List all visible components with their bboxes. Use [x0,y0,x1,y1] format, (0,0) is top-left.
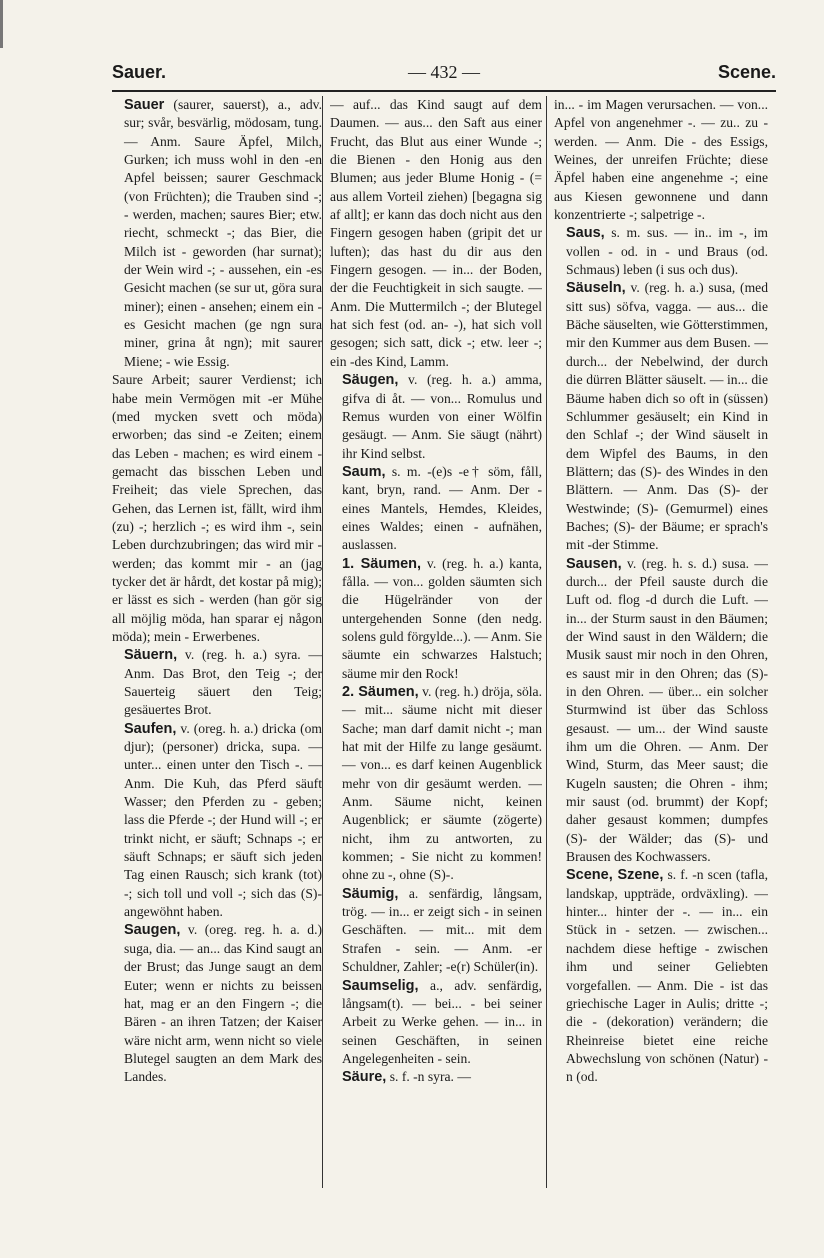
entry-headword: Saus, [566,225,605,242]
entry-headword: 1. Säumen, [342,555,422,572]
dictionary-entry [330,371,542,463]
entry-headword: Saugen, [124,922,181,939]
entry-text: v. (oreg. h. a.) dricka (om djur); (personer) dricka, supa. — unter... einen unter den Tisch -. — Anm. Die Kuh, das Pferd säuft Wasser; den Pferden zu - geben; lass die Pferde -; der Hund will -; er trinkt nicht, er säuft; Schnaps -; er säuft Schnaps; er säuft sich jeden Tag einen Rausch; sich krank (tot) -; sich toll und voll -; sich das (S)- angewöhnt haben. [124,720,322,920]
entry-headword: Säure, [342,1069,387,1086]
entry-headword: Sausen, [566,555,622,572]
dictionary-entry [554,96,768,224]
dictionary-entry [330,1068,542,1086]
entry-text: in... - im Magen verursachen. — von... Apfel von angenehmer -. — zu.. zu - werden. — Anm. Die - des Essigs, Weines, der unreifen Früchte; diese Äpfel haben eine angenehme -; eine aus Kiesen gewonnene und dann konzentrierte -; salpetrige -. [554,97,768,223]
dictionary-entry [330,885,542,977]
page-number: — 432 — [408,62,480,82]
column-3 [554,96,768,1196]
entry-text: s. f. -n scen (tafla, landskap, uppträde, ordväxling). — hinter... hinter der -. — in... ein Stück in - setzen. — zwischen... nachdem diese heftige - zwischen ihm und seiner Geliebten vorgefallen. — Anm. Die - ist das griechische Lager in Aulis; dritte -; die - (dekoration) verändern; die Rheinreise bietet eine reiche Abwechslung von schönen (Natur) -n (od. [566,867,768,1085]
entry-text: — auf... das Kind saugt auf dem Daumen. — aus... den Saft aus einer Frucht, das Blut aus einer Wunde -; die Bienen - den Honig aus den Blumen; aus jeder Blume Honig - (= aus allem Vorteil ziehen) [begagna sig af allt]; er kann das doch nicht aus den Fingern gesogen haben (gripit det ur luften); das hast du dir aus den Fingern gesogen. — in... der Boden, der die Feuchtigkeit in sich saugte. — Anm. Die Muttermilch -; der Blutegel hat sich fest (od. an- -), hat sich voll gesogen; sich satt, dick -; etw. leer -; ein -des Kind, Lamm. [330,97,542,369]
entry-text: s. m. sus. — in.. im -, im vollen - od. in - und Braus (od. Schmaus) leben (i sus och dus). [566,225,768,278]
dictionary-entry [112,646,322,719]
dictionary-entry [112,96,322,371]
entry-headword: Säuseln, [566,280,626,297]
header-rule [112,90,776,92]
dictionary-entry [112,720,322,922]
dictionary-entry [330,977,542,1069]
entry-text: v. (reg. h. a.) amma, gifva di åt. — von... Romulus und Remus wurden von einer Wölfin gesäugt. — Anm. Sie säugt (nährt) ihr Kind selbst. [342,372,542,461]
dictionary-entry [330,96,542,371]
entry-text: Saure Arbeit; saurer Verdienst; ich habe mein Vermögen mit -er Mühe (med mycken svett och möda) erworben; das sind -e Zeiten; einem das Leben - machen; es wird einem - gemacht das bisschen Leben und Freiheit; das viele Sprechen, das Gehen, das Lernen ist, fällt, wird ihm (zu) -; herzlich -; es wird ihm -, sein Leben durchzubringen; das wird mir - werden; das kommt mir - an (jag tycker det är hårdt, det kostar på mig); er lässt es sich - werden (han gör sig all möjlig möda, han sparar ej någon möda); mein - Erwerbenes. [112,372,322,644]
header-last-word: Scene. [717,62,776,82]
entry-text: v. (reg. h.) dröja, söla. — mit... säume nicht mit dieser Sache; man darf damit nicht -; man hat mit der Hilfe zu lange gesäumt. — von... es darf keinen Augenblick mehr von dir gesäumt werden. — Anm. Säume nicht, keinen Augenblick; er säumte (zögerte) nicht, ihm zu antworten, zu kommen; - Sie nicht zu kommen! ohne zu -, ohne (S)-. [342,684,542,883]
header-first-word: Sauer. [112,62,167,82]
dictionary-entry [112,371,322,646]
dictionary-entry [330,463,542,555]
entry-headword: 2. Säumen, [342,684,419,700]
entry-text: v. (reg. h. a.) kanta, fålla. — von... golden säumten sich die Hügelränder von der untergehenden Sonne (den nedg. solens guld förgylde...). — Anm. Sie säumte ein schwarzes Halstuch; säume mir den Rock! [342,555,542,681]
page-edge-mark [0,0,3,48]
entry-text: a. senfärdig, långsam, trög. — in... er zeigt sich - in seinen Geschäften. — mit... mit dem Strafen - sein. — Anm. -er Schuldner, Zahler; -e(r) Schüler(in). [342,885,542,975]
dictionary-entry [330,683,542,885]
column-2 [330,96,542,1196]
entry-headword: Saumselig, [342,977,419,994]
entry-text: v. (oreg. reg. h. a. d.) suga, dia. — an... das Kind saugt an der Brust; das Junge saugt an dem Euter; wenn er nichts zu beissen hat, mag er an den Fingern -; die Bären - an ihren Tatzen; der Kaiser wäre nicht arm, wenn nicht so viele Blutegel saugten an dem Mark des Landes. [124,922,322,1085]
entry-headword: Sauer [124,97,165,113]
entry-headword: Säumig, [342,885,399,902]
dictionary-entry [330,555,542,683]
text-columns [112,96,780,1196]
entry-text: v. (reg. h. a.) susa, (med sitt sus) söfva, vagga. — aus... die Bäche säuselten, wie Götterstimmen, mir den Kummer aus dem Busen. — durch... der Nebelwind, der durch die dürren Blätter säuselt. — in... die Bäume haben dich so oft in (süssen) Schlummer gesäuselt; ein Kind in den Schlaf -; der Wind säuselt in dem Wipfel des Baums, in den Blättern; das (S)- des Windes in den Blättern. — Anm. Das (S)- der Westwinde; (S)- (Gemurmel) eines Baches; (S)- der Bäume; er sprach's mit -der Stimme. [566,280,768,553]
entry-text: v. (reg. h. a.) syra. — Anm. Das Brot, den Teig -; der Sauerteig säuert den Teig; gesäuertes Brot. [124,647,322,718]
dictionary-entry [554,866,768,1086]
dictionary-entry [554,555,768,867]
entry-text: s. f. -n syra. — [386,1069,471,1085]
entry-text: v. (reg. h. s. d.) susa. — durch... der Pfeil sauste durch die Luft od. flog -d durch die Luft. — in... der Sturm saust in den Bäumen; der Wind saust in den Wäldern; die Musik saust mir noch in den Ohren, es saust mir in den Ohren; das (S)- in den Ohren. — über... ein solcher Sturmwind ist über das Schloss gesaust. — um... der Wind sauste ihm um die Ohren. — Anm. Der Wind, Sturm, das Meer saust; die Kugeln sausten; die Ohren - ihm; mir saust (od. brummt) der Kopf; daher gesaust kommen; dumpfes (S)- der Wälder; das (S)- und Brausen des Kochwassers. [566,555,768,865]
dictionary-entry [554,279,768,554]
entry-headword: Saum, [342,463,386,480]
entry-text: (saurer, sauerst), a., adv. sur; svår, besvärlig, mödosam, tung. — Anm. Saure Äpfel, Milch, Gurken; ich muss wohl in den -en Apfel beissen; saurer Geschmack (von Früchten); die Trauben sind -; - werden, machen; saures Bier; etw. riecht, schmeckt -; das Bier, die Milch ist - geworden (har surnat); der Wein wird -; - aussehen, ein -es Gesicht machen (se sur ut, göra sura miner); einen - ansehen; einem ein -es Gesicht machen (ge ngn sura miner, grina åt ngn); mit saurer Miene; - wie Essig. [124,97,322,369]
dictionary-entry [112,921,322,1086]
entry-headword: Saufen, [124,720,177,737]
entry-headword: Säuern, [124,647,178,664]
entry-text: a., adv. senfärdig, långsam(t). — bei... - bei seiner Arbeit zu Werke gehen. — in... in seinen Geschäften, in seinen Angelegenheiten - sein. [342,977,542,1066]
dictionary-entry [554,224,768,279]
running-head [112,58,776,88]
column-1 [112,96,322,1196]
entry-text: s. m. -(e)s -e† söm, fåll, kant, bryn, rand. — Anm. Der - eines Mantels, Hemdes, Kleides, eines Waldes; einen - aufnähen, auslassen. [342,463,542,553]
entry-headword: Säugen, [342,372,399,389]
entry-headword: Scene, Szene, [566,867,664,884]
